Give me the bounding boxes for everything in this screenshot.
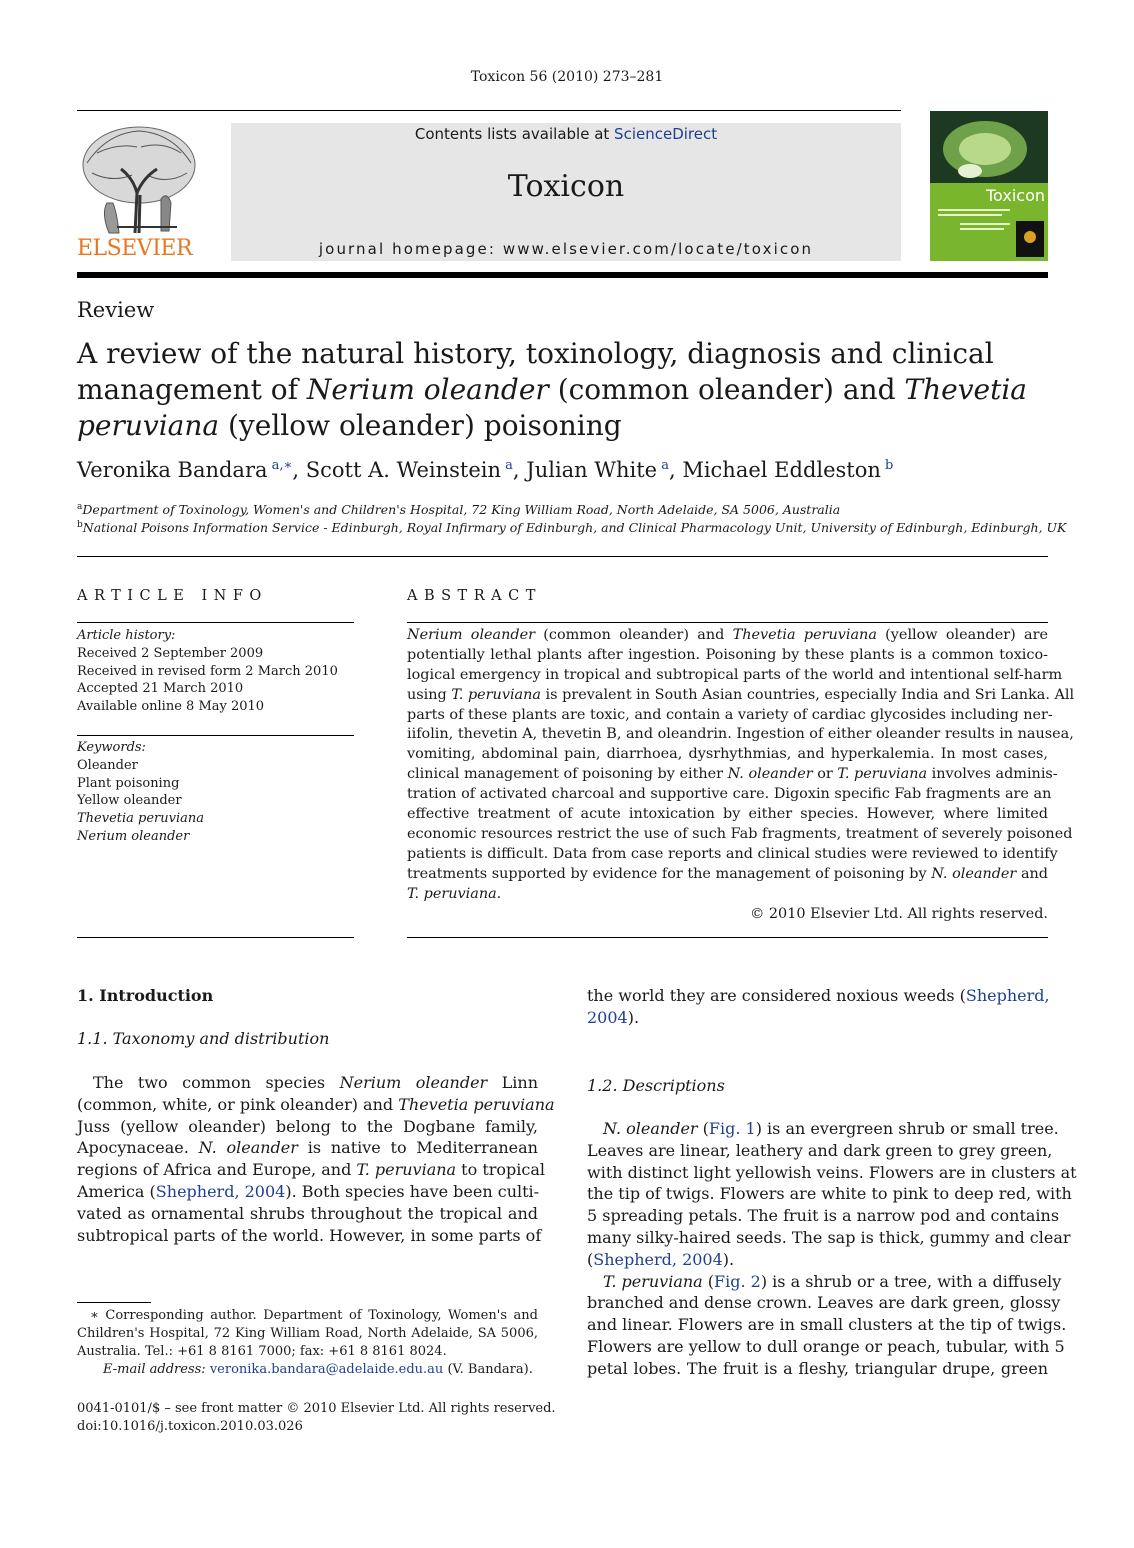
body-line: with distinct light yellowish veins. Flowers are in clusters at: [587, 1162, 1077, 1182]
header-rule: [77, 110, 901, 111]
author-affiliation-marker[interactable]: b: [880, 458, 894, 473]
history-received: Received 2 September 2009: [77, 645, 264, 661]
body-line: regions of Africa and Europe, and T. peruviana to tropical: [77, 1160, 546, 1180]
author-affiliation-marker[interactable]: a: [501, 458, 513, 473]
title-segment: (common oleander) and: [548, 373, 905, 406]
body-line: the world they are considered noxious weeds (Shepherd,: [587, 986, 1050, 1005]
running-header: Toxicon 56 (2010) 273–281: [470, 69, 664, 85]
abstract-line: economic resources restrict the use of such Fab fragments, treatment of severely poisoned: [407, 825, 1073, 842]
header-divider: [77, 556, 1048, 557]
body-line: Flowers are yellow to dull orange or peach, tubular, with 5: [587, 1336, 1065, 1356]
abstract-text: [407, 626, 1075, 904]
article-title: [77, 336, 1037, 444]
abstract-heading: ABSTRACT: [407, 588, 542, 604]
article-info-heading: ARTICLE INFO: [77, 588, 268, 604]
sciencedirect-link[interactable]: ScienceDirect: [614, 125, 718, 143]
author-affiliation-marker[interactable]: a: [657, 458, 669, 473]
affiliation-b: [77, 520, 1066, 535]
footnote-line: Australia. Tel.: +61 8 8161 7000; fax: +61 8 8161 8024.: [77, 1343, 447, 1359]
body-line: N. oleander (Fig. 1) is an evergreen shrub or small tree.: [603, 1119, 1059, 1138]
journal-cover: [930, 111, 1048, 261]
abstract-copyright: © 2010 Elsevier Ltd. All rights reserved.: [749, 906, 1048, 922]
abstract-line: Nerium oleander (common oleander) and Thevetia peruviana (yellow oleander) are: [407, 627, 1048, 643]
abstract-line: clinical management of poisoning by either N. oleander or T. peruviana involves adminis-: [407, 766, 1058, 783]
keyword: Nerium oleander: [77, 828, 190, 844]
title-line: [77, 408, 1037, 444]
front-matter-issn: 0041-0101/$ – see front matter © 2010 Elsevier Ltd. All rights reserved.: [77, 1401, 556, 1416]
author-affiliation-marker[interactable]: a,∗: [267, 458, 293, 473]
info-rule-mid: [77, 735, 354, 736]
title-segment: peruviana: [77, 409, 220, 442]
masthead-rule: [77, 272, 1048, 278]
abstract-line: T. peruviana.: [407, 885, 502, 902]
affiliation-a-text: Department of Toxinology, Women's and Children's Hospital, 72 King William Road, North Adelaide, SA 5006, Australia: [82, 502, 841, 518]
body-line: 2004).: [587, 1007, 640, 1027]
history-accepted: Accepted 21 March 2010: [77, 681, 244, 697]
author[interactable]: Scott A. Weinstein $^a$: [305, 458, 513, 482]
affiliation-a-marker: a: [77, 502, 83, 512]
contents-prefix: Contents lists available at: [414, 125, 615, 143]
body-line: 5 spreading petals. The fruit is a narrow pod and contains: [587, 1206, 1060, 1226]
affiliation-b-text: National Poisons Information Service - Edinburgh, Royal Infirmary of Edinburgh, and Clinical Pharmacology Unit, University of Edinburgh, Edinburgh, UK: [82, 520, 1067, 536]
body-line: The two common species Nerium oleander Linn: [77, 1073, 538, 1092]
article-type: Review: [77, 298, 155, 322]
body-line: America (Shepherd, 2004). Both species have been culti-: [77, 1181, 540, 1201]
footnote-rule: [77, 1302, 151, 1303]
cover-title: Toxicon: [986, 186, 1045, 205]
author-list: Veronika Bandara $^{a,∗}$, Scott A. Weinstein $^a$, Julian White $^a$, Michael Eddleston $^b$: [77, 458, 894, 482]
front-matter-doi[interactable]: doi:10.1016/j.toxicon.2010.03.026: [77, 1418, 303, 1434]
body-line: Apocynaceae. N. oleander is native to Mediterranean: [77, 1138, 538, 1158]
article-history: [77, 627, 354, 716]
corresponding-author-footnote: [77, 1307, 538, 1360]
author[interactable]: Julian White $^a$: [526, 458, 669, 482]
body-line: Leaves are linear, leathery and dark green to grey green,: [587, 1140, 1053, 1160]
email-link[interactable]: veronika.bandara@adelaide.edu.au: [209, 1362, 444, 1377]
author[interactable]: Veronika Bandara $^{a,∗}$: [77, 458, 293, 482]
body-line: many silky-haired seeds. The sap is thick, gummy and clear: [587, 1227, 1071, 1247]
abstract-line: potentially lethal plants after ingestion. Poisoning by these plants is a common toxico-: [407, 646, 1048, 663]
body-line: Juss (yellow oleander) belong to the Dogbane family,: [77, 1116, 538, 1136]
affiliation-a: [77, 502, 840, 517]
abstract-line: using T. peruviana is prevalent in South Asian countries, especially India and Sri Lanka. All: [407, 686, 1075, 703]
author[interactable]: Michael Eddleston $^b$: [682, 458, 894, 482]
publisher-wordmark: ELSEVIER: [77, 236, 193, 261]
info-rule-bottom: [77, 937, 354, 938]
title-segment: A review of the natural history, toxinology, diagnosis and clinical: [77, 337, 994, 370]
tree-emblem-icon: [77, 123, 201, 235]
taxonomy-paragraph: [77, 1072, 555, 1246]
affiliation-b-marker: b: [77, 520, 83, 530]
body-line: the tip of twigs. Flowers are white to pink to deep red, with: [587, 1184, 1072, 1204]
body-line: T. peruviana (Fig. 2) is a shrub or a tree, with a diffusely: [603, 1271, 1062, 1291]
abstract-line: iifolin, thevetin A, thevetin B, and oleandrin. Ingestion of either oleander results in nausea,: [407, 726, 1074, 743]
history-revised: Received in revised form 2 March 2010: [77, 663, 338, 679]
abstract-line: vomiting, abdominal pain, diarrhoea, dysrhythmias, and hyperkalemia. In most cases,: [407, 746, 1048, 763]
keyword: Yellow oleander: [77, 793, 182, 809]
abstract-line: treatments supported by evidence for the management of poisoning by N. oleander and: [407, 865, 1049, 882]
subsection-heading-taxonomy: 1.1. Taxonomy and distribution: [77, 1029, 330, 1048]
abstract-line: logical emergency in tropical and subtropical parts of the world and intentional self-harm: [407, 666, 1063, 683]
title-segment: (yellow oleander) poisoning: [219, 409, 622, 442]
section-heading-introduction: 1. Introduction: [77, 986, 214, 1005]
abstract-line: patients is difficult. Data from case reports and clinical studies were reviewed to identify: [407, 845, 1058, 862]
journal-name: Toxicon: [507, 169, 625, 204]
keyword: Plant poisoning: [77, 775, 180, 791]
title-segment: Nerium oleander: [306, 373, 549, 406]
body-line: (common, white, or pink oleander) and Thevetia peruviana: [77, 1094, 555, 1114]
body-line: branched and dense crown. Leaves are dark green, glossy: [587, 1293, 1061, 1313]
descriptions-paragraphs: [587, 1118, 1077, 1380]
journal-banner: [231, 123, 901, 261]
footnote-line: Children's Hospital, 72 King William Road, North Adelaide, SA 5006,: [77, 1325, 538, 1341]
email-label: E-mail address:: [103, 1362, 206, 1377]
body-line: (Shepherd, 2004).: [587, 1249, 735, 1269]
contents-line: [231, 125, 901, 143]
history-online: Available online 8 May 2010: [77, 699, 265, 715]
body-line: vated as ornamental shrubs throughout the tropical and: [77, 1203, 538, 1223]
front-matter: [77, 1400, 556, 1436]
title-line: [77, 372, 1037, 408]
taxonomy-paragraph-continued: [587, 985, 1048, 1029]
subsection-heading-descriptions: 1.2. Descriptions: [587, 1076, 725, 1095]
elsevier-logo: [77, 123, 201, 263]
body-line: petal lobes. The fruit is a fleshy, triangular drupe, green: [587, 1358, 1048, 1378]
abstract-line: effective treatment of acute intoxication by either species. However, where limited: [407, 806, 1048, 823]
body-line: and linear. Flowers are in small clusters at the tip of twigs.: [587, 1315, 1067, 1335]
title-line: [77, 336, 1037, 372]
abstract-line: tration of activated charcoal and supportive care. Digoxin specific Fab fragments are an: [407, 786, 1052, 803]
journal-homepage[interactable]: journal homepage: www.elsevier.com/locate/toxicon: [318, 240, 814, 258]
keywords: [77, 739, 354, 846]
abstract-line: parts of these plants are toxic, and contain a variety of cardiac glycosides including ner-: [407, 706, 1053, 723]
email-suffix: (V. Bandara).: [447, 1362, 533, 1377]
info-rule-top: [77, 622, 354, 623]
title-segment: Thevetia: [904, 373, 1027, 406]
email-line: [77, 1361, 533, 1379]
title-segment: management of: [77, 373, 307, 406]
cover-image: [930, 111, 1048, 261]
footnote-line: ∗ Corresponding author. Department of Toxinology, Women's and: [77, 1308, 538, 1323]
body-line: subtropical parts of the world. However, in some parts of: [77, 1225, 542, 1245]
keyword: Thevetia peruviana: [77, 811, 205, 827]
abstract-rule-top: [407, 622, 1048, 623]
abstract-rule-bottom: [407, 937, 1048, 938]
keyword: Oleander: [77, 757, 138, 773]
history-label: Article history:: [77, 628, 176, 643]
keywords-label: Keywords:: [77, 740, 146, 755]
